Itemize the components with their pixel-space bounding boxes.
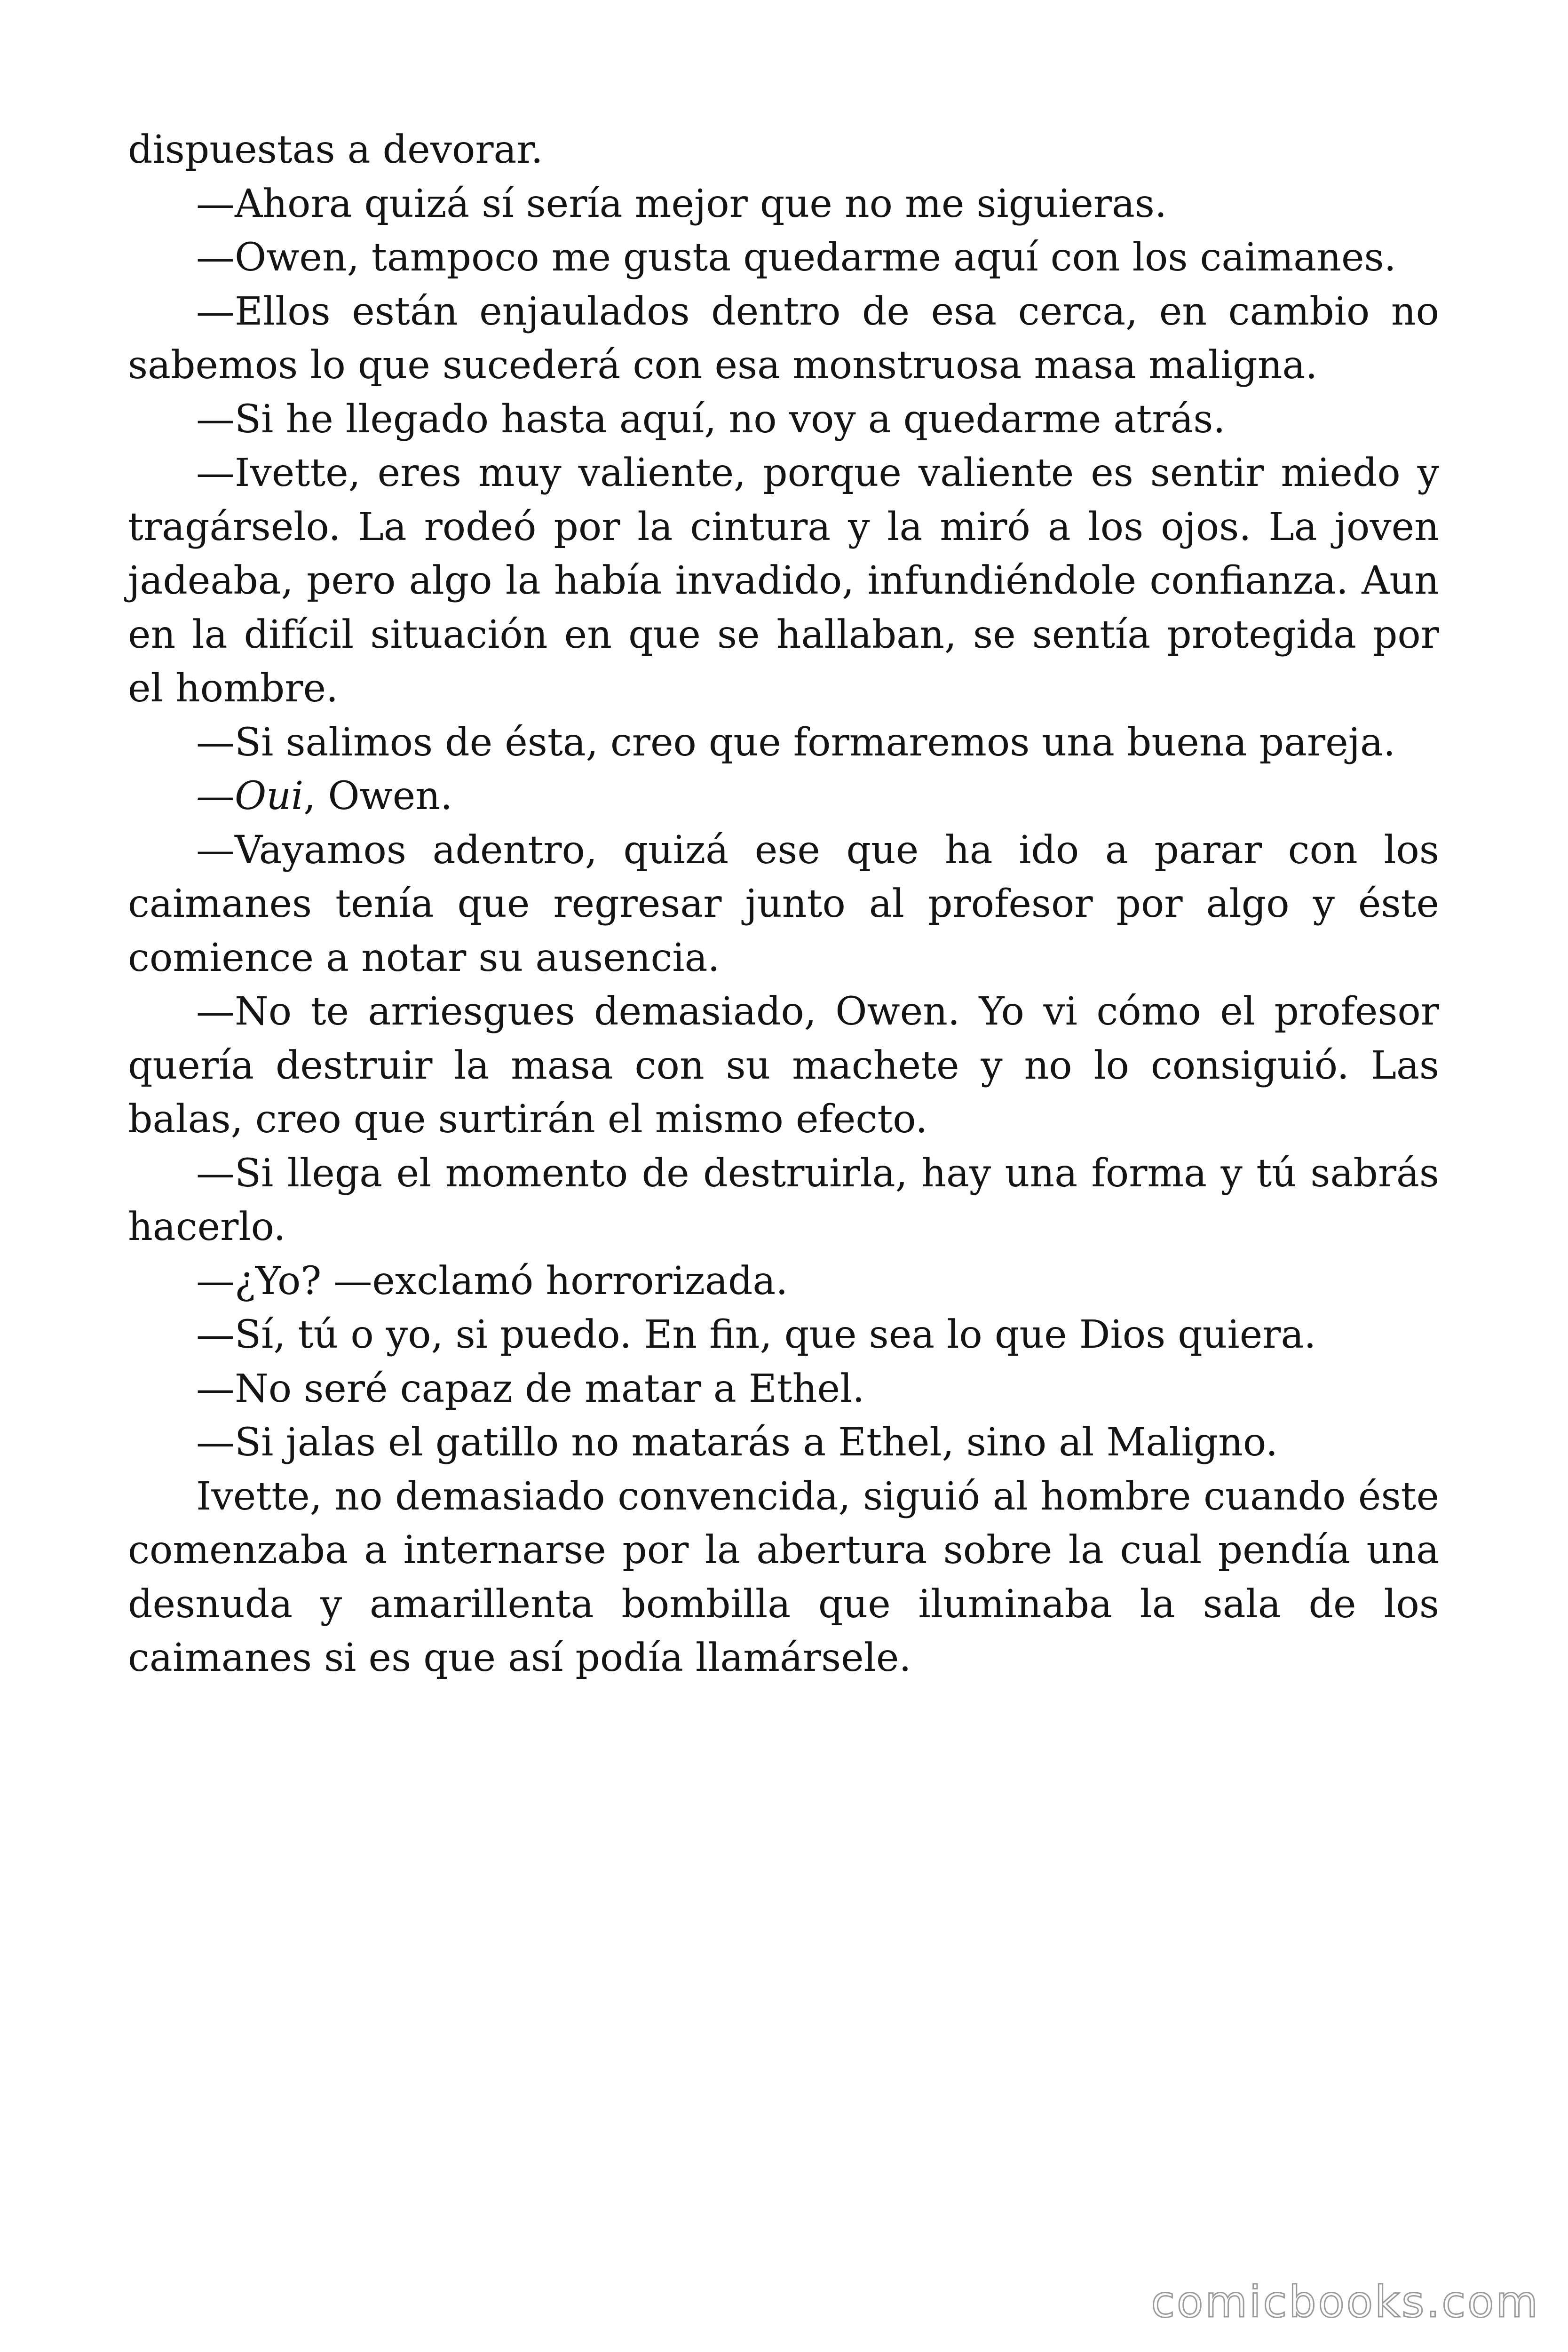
- paragraph-5: —Si he llegado hasta aquí, no voy a quedarme atrás.: [196, 397, 1226, 442]
- paragraph-7: —Si salimos de ésta, creo que formaremos una buena pareja.: [196, 720, 1396, 765]
- paragraph-12: —¿Yo? —exclamó horrorizada.: [196, 1258, 788, 1303]
- paragraph-16: Ivette, no demasiado convencida, siguió al hombre cuando éste comenzaba a internarse por la abertura sobre la cual pendía una desnuda y amarillenta bombilla que iluminaba la sala de los caimanes si es que así podía llamársele.: [128, 1474, 1439, 1680]
- watermark-text: comicbooks.com: [1151, 2277, 1540, 2327]
- paragraph-6: —Ivette, eres muy valiente, porque valiente es sentir miedo y tragárselo. La rodeó por la cintura y la miró a los ojos. La joven jadeaba, pero algo la había invadido, infundiéndole confianza. Aun en la difícil situación en que se hallaban, se sentía protegida por el hombre.: [128, 451, 1439, 711]
- paragraph-8: —Oui, Owen.: [196, 774, 453, 818]
- paragraph-1: dispuestas a devorar.: [128, 127, 543, 172]
- paragraph-14: —No seré capaz de matar a Ethel.: [196, 1366, 865, 1411]
- paragraph-13: —Sí, tú o yo, si puedo. En fin, que sea lo que Dios quiera.: [196, 1312, 1316, 1357]
- paragraph-10: —No te arriesgues demasiado, Owen. Yo vi cómo el profesor quería destruir la masa con su machete y no lo consiguió. Las balas, creo que surtirán el mismo efecto.: [128, 989, 1439, 1142]
- paragraph-15: —Si jalas el gatillo no matarás a Ethel, sino al Maligno.: [196, 1420, 1278, 1465]
- paragraph-11: —Si llega el momento de destruirla, hay una forma y tú sabrás hacerlo.: [128, 1151, 1439, 1249]
- italic-word: —Oui: [196, 774, 304, 818]
- paragraph-9: —Vayamos adentro, quizá ese que ha ido a parar con los caimanes tenía que regresar junto al profesor por algo y éste comience a notar su ausencia.: [128, 827, 1439, 980]
- body-text: [128, 123, 1439, 1685]
- paragraph-2: —Ahora quizá sí sería mejor que no me siguieras.: [196, 181, 1167, 226]
- paragraph-3: —Owen, tampoco me gusta quedarme aquí con los caimanes.: [196, 235, 1396, 280]
- paragraph-4: —Ellos están enjaulados dentro de esa cerca, en cambio no sabemos lo que sucederá con esa monstruosa masa maligna.: [128, 289, 1439, 388]
